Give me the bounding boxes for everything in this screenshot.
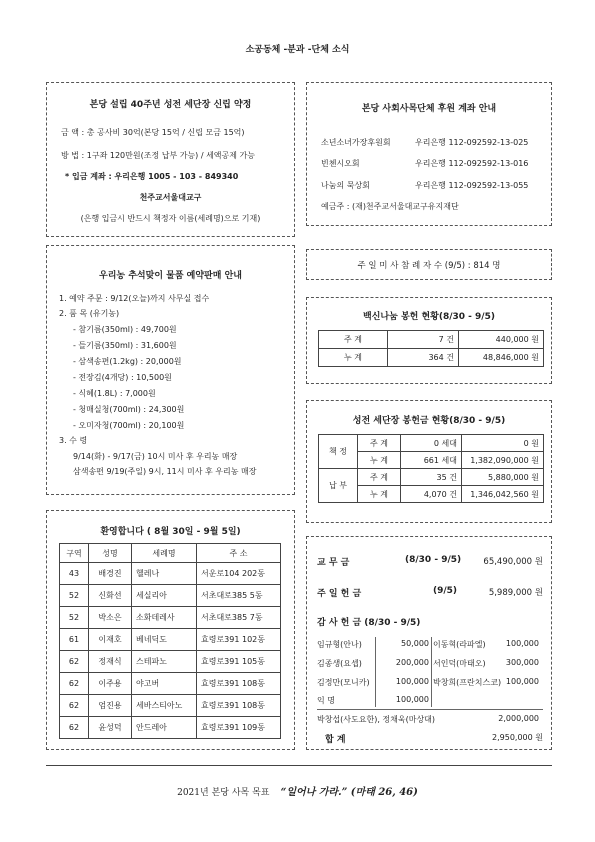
table-row xyxy=(319,469,544,486)
cell-name: 신화선 xyxy=(89,585,132,607)
table-row xyxy=(319,349,544,367)
table-row xyxy=(60,585,281,607)
farm-item: - 참기름(350ml) : 49,700원 xyxy=(73,325,177,334)
lovenet-label: 누 계 xyxy=(319,349,388,367)
support-account-2: 우리은행 112-092592-13-016 xyxy=(415,159,529,168)
building-amount: 5,880,000 원 xyxy=(462,469,544,486)
cell-baptism: 세실리아 xyxy=(132,585,197,607)
building-label: 주 계 xyxy=(358,435,401,452)
building-amount: 1,382,090,000 원 xyxy=(462,452,544,469)
welcome-box xyxy=(46,510,295,750)
table-row xyxy=(319,331,544,349)
lovenet-count: 364 건 xyxy=(388,349,459,367)
welcome-title: 환영합니다 ( 8월 30일 - 9월 5일) xyxy=(100,527,241,537)
cell-name: 윤성덕 xyxy=(89,717,132,739)
thanks-amount: 300,000 xyxy=(505,658,539,667)
footer-prefix: 2021년 본당 사목 목표 xyxy=(177,788,270,798)
lovenet-amount: 440,000 원 xyxy=(459,331,544,349)
cell-baptism: 소화데레사 xyxy=(132,607,197,629)
building-title: 성전 세단장 봉헌금 현황(8/30 - 9/5) xyxy=(352,416,506,426)
cell-district: 52 xyxy=(60,585,89,607)
farm-item: - 청매실청(700ml) : 24,300원 xyxy=(73,405,185,414)
cell-baptism: 베네딕도 xyxy=(132,629,197,651)
footer-motto: “일어나 가라.” (마태 26, 46) xyxy=(280,787,418,798)
gyomu-amount: 65,490,000 원 xyxy=(483,557,543,567)
cell-district: 62 xyxy=(60,651,89,673)
lovenet-title: 백신나눔 봉헌 현황(8/30 - 9/5) xyxy=(363,312,495,322)
building-box xyxy=(306,400,552,523)
thanks-title: 감 사 헌 금 (8/30 - 9/5) xyxy=(317,618,421,628)
thanks-amount: 200,000 xyxy=(395,658,429,667)
cell-baptism: 스테파노 xyxy=(132,651,197,673)
support-box xyxy=(306,82,552,226)
building-count: 4,070 건 xyxy=(401,486,462,503)
thanks-amount: 50,000 xyxy=(401,639,429,648)
fund-holder: 천주교서울대교구 xyxy=(139,193,202,202)
thanks-divider xyxy=(375,637,376,707)
fund-box xyxy=(46,82,295,237)
cell-district: 43 xyxy=(60,563,89,585)
footer xyxy=(0,780,595,799)
table-row xyxy=(319,435,544,452)
thanks-name: 익 명 xyxy=(317,696,335,705)
table-row xyxy=(60,717,281,739)
cell-district: 62 xyxy=(60,673,89,695)
cell-address: 서운로104 202동 xyxy=(197,563,281,585)
gyomu-period: (8/30 - 9/5) xyxy=(405,555,462,565)
lovenet-label: 주 계 xyxy=(319,331,388,349)
cell-district: 62 xyxy=(60,695,89,717)
cell-district: 61 xyxy=(60,629,89,651)
support-account-3: 우리은행 112-092592-13-055 xyxy=(415,181,529,190)
thanks-name: 서인덕(마태오) xyxy=(433,659,486,668)
thanks-name: 김정만(모니카) xyxy=(317,678,370,687)
building-group: 책 정 xyxy=(319,435,358,469)
thanks-amount: 100,000 xyxy=(505,639,539,648)
finance-box xyxy=(306,536,552,750)
support-name-1: 소년소녀가장후원회 xyxy=(321,138,391,147)
fund-account: * 입금 계좌 : 우리은행 1005 - 103 - 849340 xyxy=(65,172,239,181)
cell-address: 효령로391 102동 xyxy=(197,629,281,651)
cell-address: 서초대로385 5동 xyxy=(197,585,281,607)
attendance-text: 주 일 미 사 참 례 자 수 (9/5) : 814 명 xyxy=(357,261,501,271)
cell-address: 효령로391 108동 xyxy=(197,673,281,695)
cell-address: 효령로391 108동 xyxy=(197,695,281,717)
table-row xyxy=(60,563,281,585)
thanks-name: 이동혁(라파엘) xyxy=(433,640,486,649)
extra-names: 박창섭(사도요한), 정채욱(마상대) xyxy=(317,715,436,724)
farm-item: - 오미자청(700ml) : 20,100원 xyxy=(73,421,185,430)
fund-method: 방 법 : 1구좌 120만원(조정 납부 가능) / 세액공제 가능 xyxy=(61,151,255,160)
total-label: 합 계 xyxy=(325,735,346,745)
lovenet-box xyxy=(306,297,552,384)
building-count: 661 세대 xyxy=(401,452,462,469)
building-group: 납 부 xyxy=(319,469,358,503)
lovenet-table xyxy=(318,330,544,367)
cell-address: 서초대로385 7동 xyxy=(197,607,281,629)
cell-name: 엄진용 xyxy=(89,695,132,717)
support-account-1: 우리은행 112-092592-13-025 xyxy=(415,138,529,147)
table-row xyxy=(60,673,281,695)
footer-rule xyxy=(46,765,552,766)
col-header: 성명 xyxy=(89,544,132,563)
farm-item: - 전장김(4개당) : 10,500원 xyxy=(73,373,172,382)
cell-district: 62 xyxy=(60,717,89,739)
page-header: 소공동체 -분과 -단체 소식 xyxy=(245,45,350,55)
support-name-2: 빈첸시오회 xyxy=(321,159,360,168)
cell-baptism: 헬레나 xyxy=(132,563,197,585)
thanks-divider xyxy=(431,637,432,707)
building-label: 주 계 xyxy=(358,469,401,486)
building-table xyxy=(318,434,544,503)
table-row xyxy=(60,607,281,629)
welcome-table xyxy=(59,543,281,739)
building-label: 누 계 xyxy=(358,452,401,469)
fund-title: 본당 설립 40주년 성전 세단장 신립 약정 xyxy=(89,100,252,110)
farm-line: 1. 예약 주문 : 9/12(오늘)까지 사무실 접수 xyxy=(59,294,210,303)
building-count: 35 건 xyxy=(401,469,462,486)
cell-baptism: 세바스티아노 xyxy=(132,695,197,717)
farm-item: - 삼색송편(1.2kg) : 20,000원 xyxy=(73,357,182,366)
farm-line: 삼색송편 9/19(주일) 9시, 11시 미사 후 우리농 매장 xyxy=(73,467,257,476)
thanks-amount: 100,000 xyxy=(395,677,429,686)
thanks-amount: 100,000 xyxy=(395,695,429,704)
building-amount: 1,346,042,560 원 xyxy=(462,486,544,503)
table-header-row xyxy=(60,544,281,563)
support-name-3: 나눔의 묵상회 xyxy=(321,181,370,190)
cell-baptism: 야고버 xyxy=(132,673,197,695)
cell-name: 정재식 xyxy=(89,651,132,673)
farm-line: 3. 수 령 xyxy=(59,436,88,445)
cell-address: 효령로391 109동 xyxy=(197,717,281,739)
lovenet-amount: 48,846,000 원 xyxy=(459,349,544,367)
building-amount: 0 원 xyxy=(462,435,544,452)
cell-baptism: 안드레아 xyxy=(132,717,197,739)
support-holder: 예금주 : (재)천주교서울대교구유지재단 xyxy=(321,202,459,211)
fund-amount: 금 액 : 총 공사비 30억(본당 15억 / 신립 모금 15억) xyxy=(61,128,245,137)
jumil-label: 주 일 헌 금 xyxy=(317,589,362,599)
col-header: 구역 xyxy=(60,544,89,563)
jumil-period: (9/5) xyxy=(433,586,458,596)
thanks-name: 임규형(안나) xyxy=(317,640,362,649)
thanks-name: 박창희(프란치스코) xyxy=(433,678,502,687)
support-title: 본당 사회사목단체 후원 계좌 안내 xyxy=(361,104,497,114)
attendance-box xyxy=(306,249,552,280)
building-label: 누 계 xyxy=(358,486,401,503)
table-row xyxy=(60,651,281,673)
thanks-amount: 100,000 xyxy=(505,677,539,686)
table-row xyxy=(60,695,281,717)
farm-line: 9/14(화) - 9/17(금) 10시 미사 후 우리농 매장 xyxy=(73,452,238,461)
lovenet-count: 7 건 xyxy=(388,331,459,349)
building-count: 0 세대 xyxy=(401,435,462,452)
col-header: 주 소 xyxy=(197,544,281,563)
extra-amount: 2,000,000 xyxy=(498,714,539,723)
farm-line: 2. 품 목 (유기농) xyxy=(59,309,120,318)
col-header: 세례명 xyxy=(132,544,197,563)
farm-item: - 들기름(350ml) : 31,600원 xyxy=(73,341,177,350)
cell-name: 배경진 xyxy=(89,563,132,585)
cell-name: 박소은 xyxy=(89,607,132,629)
cell-address: 효령로391 105동 xyxy=(197,651,281,673)
gyomu-label: 교 무 금 xyxy=(317,558,350,568)
cell-name: 이주용 xyxy=(89,673,132,695)
farm-box xyxy=(46,245,295,495)
fund-note: (은행 입금시 반드시 책정자 이름(세례명)으로 기재) xyxy=(80,214,261,223)
jumil-amount: 5,989,000 원 xyxy=(488,588,543,598)
thanks-separator xyxy=(317,709,543,710)
cell-district: 52 xyxy=(60,607,89,629)
total-amount: 2,950,000 원 xyxy=(492,733,543,742)
table-row xyxy=(60,629,281,651)
farm-title: 우리농 추석맞이 물품 예약판매 안내 xyxy=(99,271,242,281)
thanks-name: 김종생(요셉) xyxy=(317,659,362,668)
farm-item: - 식혜(1.8L) : 7,000원 xyxy=(73,389,156,398)
cell-name: 이재호 xyxy=(89,629,132,651)
